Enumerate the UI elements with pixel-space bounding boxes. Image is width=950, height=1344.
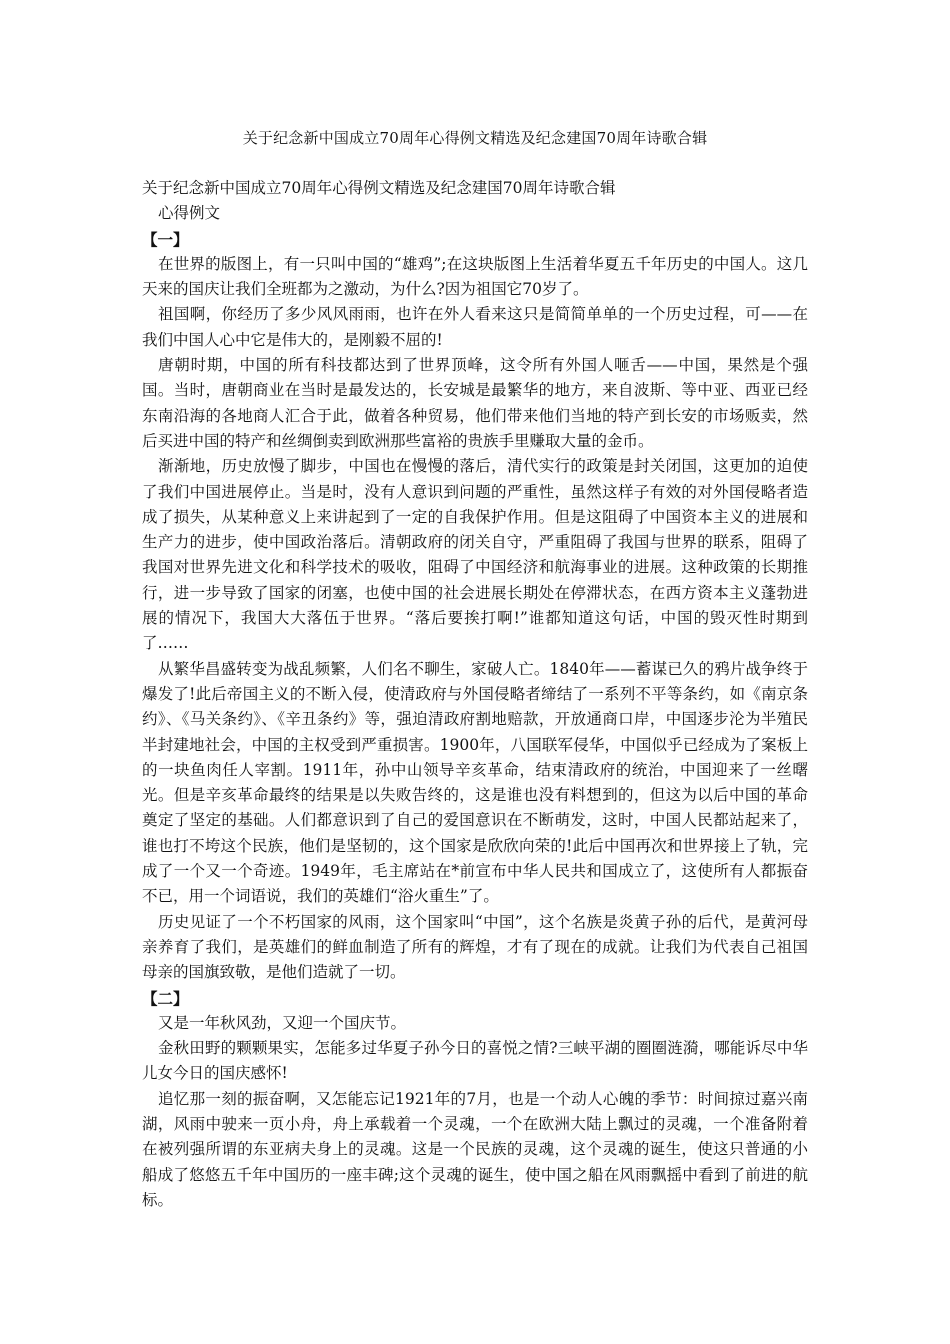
document-subtitle: 关于纪念新中国成立70周年心得例文精选及纪念建国70周年诗歌合辑 [142, 179, 616, 197]
paragraph: 唐朝时期，中国的所有科技都达到了世界顶峰，这令所有外国人咂舌——中国，果然是个强国。当时，唐朝商业在当时是最发达的，长安城是最繁华的地方，来自波斯、等中亚、西亚已经东南沿海的各地商人汇合于此，做着各种贸易，他们带来他们当地的特产到长安的市场贩卖，然后买进中国的特产和丝绸倒卖到欧洲那些富裕的贵族手里赚取大量的金币。 [142, 356, 808, 450]
paragraph: 从繁华昌盛转变为战乱频繁，人们名不聊生，家破人亡。1840年——蓄谋已久的鸦片战争终于爆发了!此后帝国主义的不断入侵，使清政府与外国侵略者缔结了一系列不平等条约，如《南京条约》、《马关条约》、《辛丑条约》等，强迫清政府割地赔款，开放通商口岸，中国逐步沦为半殖民半封建地社会，中国的主权受到严重损害。1900年，八国联军侵华，中国似乎已经成为了案板上的一块鱼肉任人宰割。1911年，孙中山领导辛亥革命，结束清政府的统治，中国迎来了一丝曙光。但是辛亥革命最终的结果是以失败告终的，这是谁也没有料想到的，但这为以后中国的革命奠定了坚定的基础。人们都意识到了自己的爱国意识在不断萌发，这时，中国人民都站起来了，谁也打不垮这个民族，他们是坚韧的，这个国家是欣欣向荣的!此后中国再次和世界接上了轨，完成了一个又一个奇迹。1949年，毛主席站在*前宣布中华人民共和国成立了，这使所有人都振奋不已，用一个词语说，我们的英雄们“浴火重生”了。 [142, 659, 808, 906]
section-two-mark: 【二】 [142, 988, 189, 1008]
document-body [142, 176, 808, 1213]
paragraph: 金秋田野的颗颗果实，怎能多过华夏子孙今日的喜悦之情?三峡平湖的圈圈涟漪，哪能诉尽中华儿女今日的国庆感怀! [142, 1039, 808, 1083]
paragraph: 追忆那一刻的振奋啊，又怎能忘记1921年的7月，也是一个动人心魄的季节：时间掠过嘉兴南湖，风雨中驶来一页小舟，舟上承载着一个灵魂，一个在欧洲大陆上飘过的灵魂，一个准备附着在被列强所谓的东亚病夫身上的灵魂。这是一个民族的灵魂，这个灵魂的诞生，使这只普通的小船成了悠悠五千年中国历的一座丰碑;这个灵魂的诞生，使中国之船在风雨飘摇中看到了前进的航标。 [142, 1089, 808, 1209]
paragraph: 历史见证了一个不朽国家的风雨，这个国家叫“中国”，这个名族是炎黄子孙的后代，是黄河母亲养育了我们，是英雄们的鲜血制造了所有的辉煌，才有了现在的成就。让我们为代表自己祖国母亲的国旗致敬，是他们造就了一切。 [142, 912, 808, 982]
category-label: 心得例文 [158, 204, 221, 223]
section-one-mark: 【一】 [142, 229, 189, 249]
document-title: 关于纪念新中国成立70周年心得例文精选及纪念建国70周年诗歌合辑 [242, 129, 708, 147]
paragraph: 又是一年秋风劲，又迎一个国庆节。 [158, 1013, 407, 1032]
paragraph: 祖国啊，你经历了多少风风雨雨，也许在外人看来这只是简简单单的一个历史过程，可——在我们中国人心中它是伟大的，是刚毅不屈的! [142, 305, 808, 349]
paragraph: 在世界的版图上，有一只叫中国的“雄鸡”;在这块版图上生活着华夏五千年历史的中国人。这几天来的国庆让我们全班都为之激动，为什么?因为祖国它70岁了。 [142, 254, 808, 299]
paragraph: 渐渐地，历史放慢了脚步，中国也在慢慢的落后，清代实行的政策是封关闭国，这更加的迫使了我们中国进展停止。当是时，没有人意识到问题的严重性，虽然这样子有效的对外国侵略者造成了损失，从某种意义上来讲起到了一定的自我保护作用。但是这阻碍了中国资本主义的进展和生产力的进步，使中国政治落后。清朝政府的闭关自守，严重阻碍了我国与世界的联系，阻碍了我国对世界先进文化和科学技术的吸收，阻碍了中国经济和航海事业的进展。这种政策的长期推行，进一步导致了国家的闭塞，也使中国的社会进展长期处在停滞状态，在西方资本主义蓬勃进展的情况下，我国大大落伍于世界。“落后要挨打啊!”谁都知道这句话，中国的毁灭性时期到了…… [142, 457, 808, 653]
